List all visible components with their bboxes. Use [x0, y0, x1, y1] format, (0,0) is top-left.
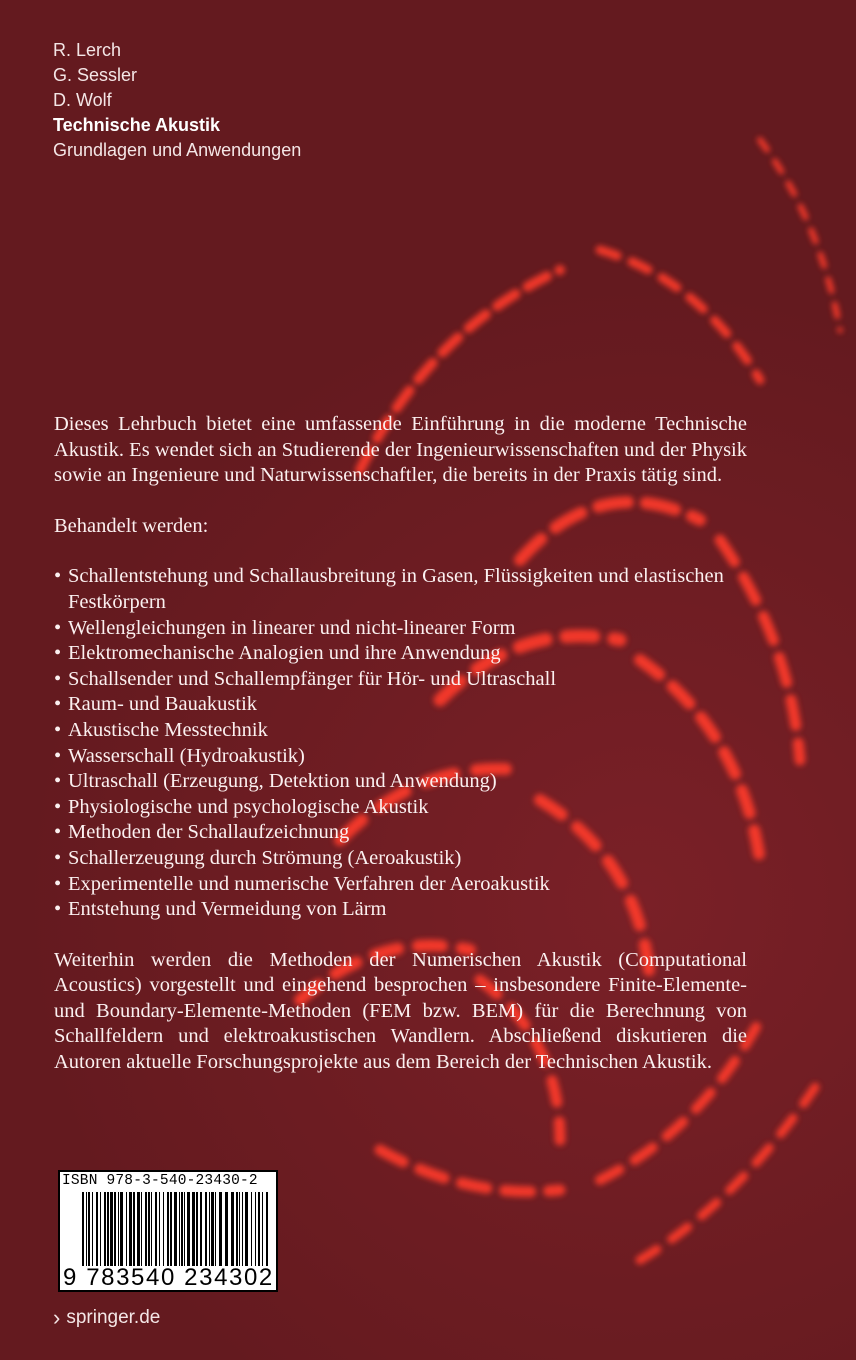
barcode-bar	[179, 1192, 180, 1266]
intro-paragraph: Dieses Lehrbuch bietet eine umfassende Einführung in die moderne Technische Akustik. Es wendet sich an Studierende der Ingenieurwissenschaften und der Physik sowie an Ingenieure und Naturwissenschaftler, die bereits in der Praxis tätig sind.	[54, 413, 747, 487]
isbn-barcode	[58, 1170, 278, 1292]
barcode-bar	[170, 1192, 172, 1266]
barcode-bar	[187, 1192, 190, 1266]
author-name: D. Wolf	[53, 90, 112, 110]
book-title: Technische Akustik	[53, 115, 221, 135]
list-item: • Elektromechanische Analogien und ihre Anwendung	[54, 641, 747, 667]
ean-digits: 9 783540 234302	[63, 1264, 274, 1291]
barcode-bar	[236, 1192, 238, 1266]
barcode-bar	[225, 1192, 228, 1266]
barcode-bar	[251, 1192, 252, 1266]
barcode-bar	[192, 1192, 195, 1266]
publisher-link[interactable]	[53, 1307, 160, 1329]
barcode-bar	[129, 1192, 132, 1266]
topics-lead: Behandelt werden:	[54, 514, 209, 537]
barcode-bar	[211, 1192, 214, 1266]
barcode-bar	[145, 1192, 147, 1266]
barcode-bar	[141, 1192, 142, 1266]
bullet-icon: •	[54, 693, 62, 716]
barcode-bar	[159, 1192, 160, 1266]
barcode-bar	[215, 1192, 216, 1266]
barcode-bar	[148, 1192, 150, 1266]
barcode-bar	[126, 1192, 127, 1266]
barcode-bar	[196, 1192, 198, 1266]
list-item: • Raum- und Bauakustik	[54, 692, 747, 718]
list-item: • Entstehung und Vermeidung von Lärm	[54, 897, 747, 923]
list-item: • Schallentstehung und Schallausbreitung in Gasen, Flüssigkeiten und elastischen Festkörpern	[54, 565, 724, 613]
list-item: • Physiologische und psychologische Akustik	[54, 795, 747, 821]
barcode-bar	[120, 1192, 123, 1266]
bullet-icon: •	[54, 565, 62, 588]
barcode-bar	[167, 1192, 169, 1266]
barcode-bar	[92, 1192, 93, 1266]
bullet-icon: •	[54, 795, 62, 818]
barcode-bar	[239, 1192, 240, 1266]
list-item: • Wellengleichungen in linearer und nicht-linearer Form	[54, 616, 747, 642]
barcode-bar	[137, 1192, 140, 1266]
barcode-bar	[242, 1192, 243, 1266]
barcode-bar	[88, 1192, 90, 1266]
barcode-bar	[104, 1192, 106, 1266]
list-item: • Wasserschall (Hydroakustik)	[54, 744, 747, 770]
barcode-bar	[86, 1192, 87, 1266]
barcode-bar	[200, 1192, 202, 1266]
barcode-bar	[118, 1192, 119, 1266]
barcode-bar	[174, 1192, 177, 1266]
barcode-bar	[184, 1192, 185, 1266]
author-block	[53, 38, 301, 163]
list-item: • Schallsender und Schallempfänger für Hör- und Ultraschall	[54, 667, 747, 693]
author-name: G. Sessler	[53, 65, 138, 85]
barcode-bar	[255, 1192, 256, 1266]
bullet-icon: •	[54, 770, 62, 793]
barcode-bar	[163, 1192, 164, 1266]
bullet-icon: •	[54, 667, 62, 690]
barcode-bar	[245, 1192, 248, 1266]
bullet-icon: •	[54, 744, 62, 767]
bullet-icon: •	[54, 872, 62, 895]
author-name: R. Lerch	[53, 40, 122, 60]
barcode-bar	[96, 1192, 98, 1266]
barcode-bar	[258, 1192, 260, 1266]
barcode-bar	[262, 1192, 263, 1266]
closing-paragraph: Weiterhin werden die Methoden der Numerischen Akustik (Computational Acoustics) vorgestellt und eingehend besprochen – insbesondere Finite-Elemente- und Boundary-Elemente-Methoden (FEM bzw. BEM) für die Berechnung von Schallfeldern und elektroakustischen Wandlern. Abschließend diskutieren die Autoren aktuelle Forschungsprojekte aus dem Bereich der Technischen Akustik.	[54, 948, 747, 1074]
isbn-label: ISBN 978-3-540-23430-2	[62, 1173, 258, 1189]
barcode-bar	[205, 1192, 207, 1266]
bullet-icon: •	[54, 846, 62, 869]
bullet-icon: •	[54, 616, 62, 639]
list-item: • Methoden der Schallaufzeichnung	[54, 820, 747, 846]
chevron-right-icon: ›	[53, 1305, 61, 1330]
barcode-bar	[155, 1192, 157, 1266]
blurb	[54, 412, 747, 1076]
list-item: • Akustische Messtechnik	[54, 718, 747, 744]
list-item: • Schallerzeugung durch Strömung (Aeroakustik)	[54, 846, 747, 872]
bullet-icon: •	[54, 898, 62, 921]
barcode-bar	[266, 1192, 268, 1266]
barcode-bar	[110, 1192, 113, 1266]
barcode-bar	[219, 1192, 222, 1266]
book-subtitle: Grundlagen und Anwendungen	[53, 140, 302, 160]
bullet-icon: •	[54, 821, 62, 844]
bullet-icon: •	[54, 642, 62, 665]
barcode-bar	[181, 1192, 183, 1266]
barcode-bar	[133, 1192, 135, 1266]
list-item: • Ultraschall (Erzeugung, Detektion und Anwendung)	[54, 769, 747, 795]
barcode-bar	[114, 1192, 116, 1266]
barcode-bar	[100, 1192, 101, 1266]
website-url: springer.de	[66, 1307, 161, 1328]
barcode-bar	[209, 1192, 210, 1266]
barcode-bar	[151, 1192, 152, 1266]
barcode-bar	[82, 1192, 84, 1266]
bullet-icon: •	[54, 718, 62, 741]
barcode-bars	[82, 1192, 272, 1266]
barcode-bar	[231, 1192, 234, 1266]
topic-list	[54, 564, 747, 922]
barcode-bar	[107, 1192, 109, 1266]
list-item: • Experimentelle und numerische Verfahren der Aeroakustik	[54, 872, 747, 898]
